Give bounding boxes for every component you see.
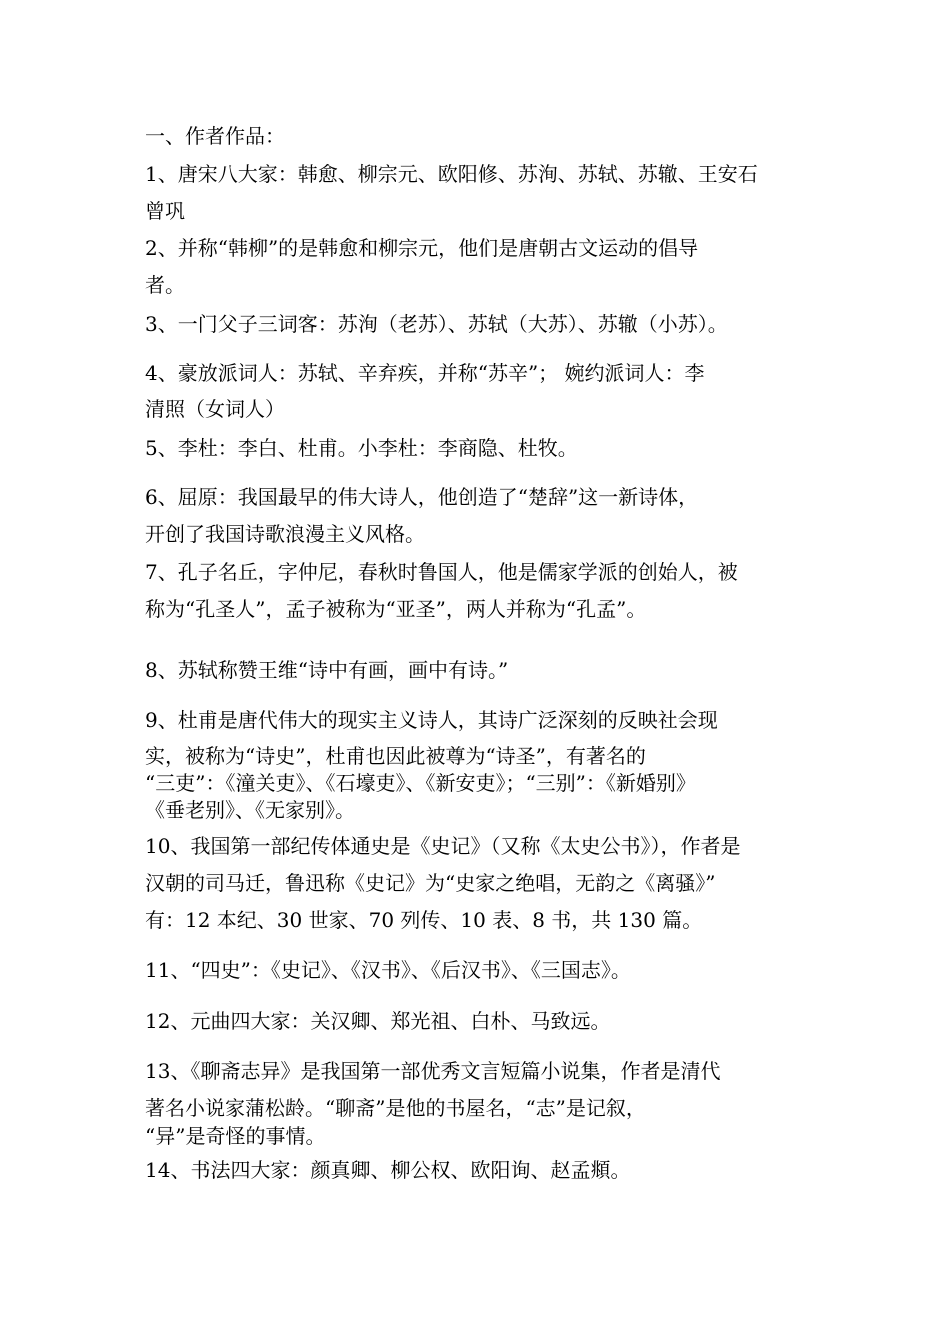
- paragraph-line: 7、孔子名丘，字仲尼，春秋时鲁国人，他是儒家学派的创始人，被: [145, 560, 738, 584]
- paragraph-line: 12、元曲四大家：关汉卿、郑光祖、白朴、马致远。: [145, 1009, 611, 1033]
- paragraph-line: 13、《聊斋志异》是我国第一部优秀文言短篇小说集，作者是清代: [145, 1059, 721, 1083]
- paragraph-line: 5、李杜：李白、杜甫。小李杜：李商隐、杜牧。: [145, 436, 578, 460]
- paragraph-line: 称为“孔圣人”，孟子被称为“亚圣”，两人并称为“孔孟”。: [145, 597, 647, 621]
- paragraph-line: 4、豪放派词人：苏轼、辛弃疾，并称“苏辛”； 婉约派词人：李: [145, 361, 705, 385]
- paragraph-line: 8、苏轼称赞王维“诗中有画，画中有诗。”: [145, 658, 509, 682]
- paragraph-line: “三吏”：《潼关吏》、《石壕吏》、《新安吏》；“三别”：《新婚别》: [145, 771, 696, 795]
- paragraph-line: “异”是奇怪的事情。: [145, 1124, 326, 1148]
- paragraph-line: 开创了我国诗歌浪漫主义风格。: [145, 522, 425, 546]
- paragraph-line: 6、屈原：我国最早的伟大诗人，他创造了“楚辞”这一新诗体，: [145, 485, 699, 509]
- paragraph-line: 者。: [145, 273, 185, 297]
- paragraph-line: 《垂老别》、《无家别》。: [145, 798, 355, 822]
- paragraph-line: 3、一门父子三词客：苏洵（老苏）、苏轼（大苏）、苏辙（小苏）。: [145, 312, 728, 336]
- paragraph-line: 9、杜甫是唐代伟大的现实主义诗人，其诗广泛深刻的反映社会现: [145, 708, 718, 732]
- paragraph-line: 曾巩: [145, 199, 185, 223]
- paragraph-line: 著名小说家蒲松龄。“聊斋”是他的书屋名，“志”是记叙，: [145, 1096, 646, 1120]
- paragraph-line: 1、唐宋八大家：韩愈、柳宗元、欧阳修、苏洵、苏轼、苏辙、王安石: [145, 162, 758, 186]
- paragraph-line: 10、我国第一部纪传体通史是《史记》（又称《太史公书》），作者是: [145, 834, 741, 858]
- paragraph-line: 14、书法四大家：颜真卿、柳公权、欧阳询、赵孟頫。: [145, 1158, 631, 1182]
- paragraph-line: 汉朝的司马迁，鲁迅称《史记》为“史家之绝唱，无韵之《离骚》”: [145, 871, 716, 895]
- paragraph-line: 11、“四史”：《史记》、《汉书》、《后汉书》、《三国志》。: [145, 958, 631, 982]
- section-heading: 一、作者作品：: [145, 124, 285, 148]
- paragraph-line: 2、并称“韩柳”的是韩愈和柳宗元，他们是唐朝古文运动的倡导: [145, 236, 699, 260]
- paragraph-line: 清照（女词人）: [145, 397, 285, 421]
- paragraph-line: 实，被称为“诗史”，杜甫也因此被尊为“诗圣”，有著名的: [145, 744, 646, 768]
- paragraph-line: 有：12 本纪、30 世家、70 列传、10 表、8 书，共 130 篇。: [145, 908, 703, 932]
